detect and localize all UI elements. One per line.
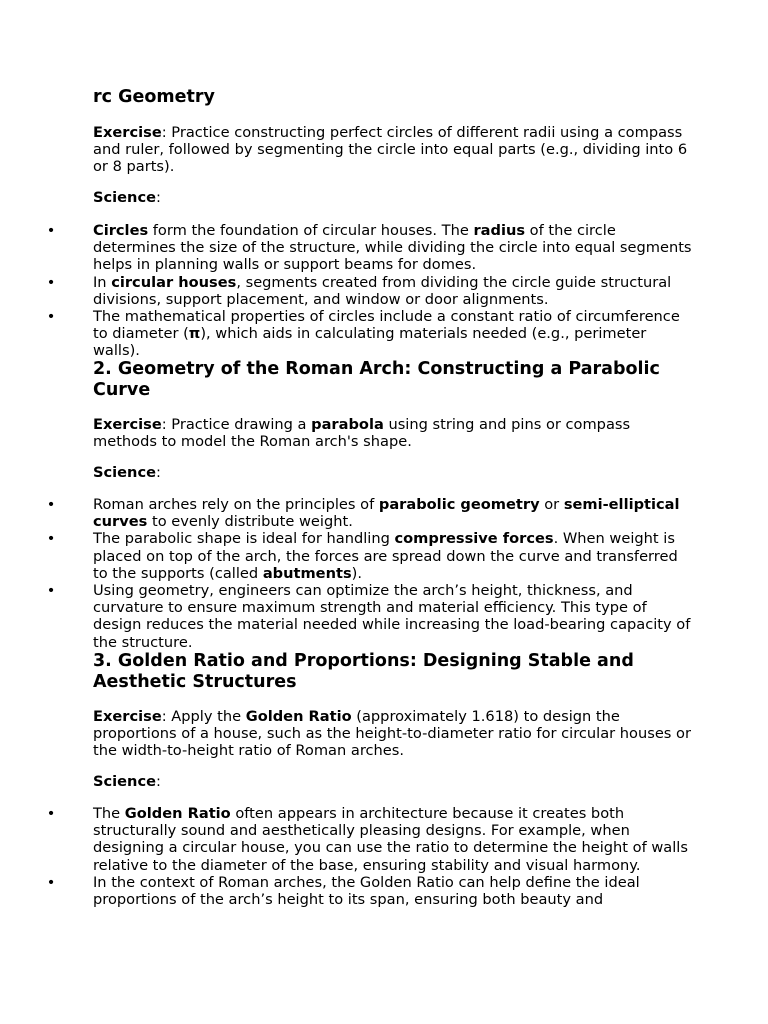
science-label: Science (93, 464, 156, 481)
bullet-item (46, 222, 693, 274)
exercise-text: : Practice constructing perfect circles of different radii using a compass and ruler, followed by segmenting the circle into equal parts (e.g., dividing into 6 or 8 parts). (93, 124, 688, 176)
science-colon: : (156, 773, 161, 790)
bullet-icon: • (46, 222, 56, 239)
exercise-label: Exercise (93, 124, 162, 141)
section-heading: 2. Geometry of the Roman Arch: Constructing a Parabolic Curve (93, 359, 660, 400)
text-run: , segments created from dividing the circle guide structural divisions, support placement, and window or door alignments. (93, 273, 672, 308)
section-heading: 3. Golden Ratio and Proportions: Designing Stable and Aesthetic Structures (93, 651, 634, 692)
science-colon: : (156, 189, 161, 206)
science-label: Science (93, 189, 156, 206)
text-run: . When weight is placed on top of the arch, the forces are spread down the curve and transferred to the supports (called (93, 530, 678, 582)
text-run: of the circle determines the size of the structure, while dividing the circle into equal segments helps in planning walls or support beams for domes. (93, 222, 692, 274)
text-run: form the foundation of circular houses. The (148, 222, 474, 239)
bullet-icon: • (46, 308, 56, 326)
text-run: ). (351, 564, 362, 582)
text-run: ), which aids in calculating materials needed (e.g., perimeter walls). (93, 325, 647, 360)
bold-term: parabola (311, 416, 384, 433)
bullet-item (46, 496, 693, 531)
exercise-text (93, 416, 630, 450)
bold-term: Circles (93, 222, 149, 239)
bold-term: radius (473, 222, 526, 239)
text-run: or (539, 496, 564, 513)
science-label: Science (93, 773, 156, 790)
science-bullet-list (46, 496, 693, 651)
exercise-text (93, 708, 691, 759)
science-colon: : (156, 464, 161, 481)
exercise-paragraph (93, 124, 693, 176)
science-label-line (93, 464, 693, 481)
bold-term: π (188, 325, 201, 343)
text-run: often appears in architecture because it creates both structurally sound and aesthetically pleasing designs. For example, when designing a circular house, you can use the ratio to determine the height of walls relative to the diameter of the base, ensuring stability and visual harmony. (93, 805, 688, 874)
text-run: The (93, 805, 125, 822)
bullet-item (46, 873, 693, 909)
bold-term: parabolic geometry (378, 496, 540, 513)
text-run: (approximately 1.618) to design the proportions of a house, such as the height-to-diameter ratio for circular houses or the width-to-height ratio of Roman arches. (93, 708, 691, 760)
exercise-paragraph (93, 708, 693, 760)
science-label-line (93, 189, 693, 206)
bullet-icon: • (46, 582, 56, 600)
bold-term: abutments (262, 564, 352, 582)
science-label-line (93, 773, 693, 790)
text-run: The parabolic shape is ideal for handling (93, 530, 395, 548)
text-run: Using geometry, engineers can optimize the arch’s height, thickness, and curvature to ensure maximum strength and material efficiency. This type of design reduces the material needed while increasing the load-bearing capacity of the structure. (93, 582, 691, 651)
bullet-item (46, 805, 693, 874)
bullet-icon: • (46, 805, 56, 822)
bold-term: compressive forces (394, 530, 554, 548)
bullet-icon: • (46, 496, 56, 513)
bullet-item (46, 273, 693, 308)
bold-term: semi-elliptical curves (93, 496, 680, 531)
bullet-icon: • (46, 273, 56, 291)
bullet-item (46, 308, 693, 360)
text-run: The mathematical properties of circles include a constant ratio of circumference to diameter ( (93, 308, 680, 343)
text-run: using string and pins or compass methods to model the Roman arch's shape. (93, 416, 631, 451)
bullet-icon: • (46, 873, 56, 891)
text-run: In the context of Roman arches, the Golden Ratio can help define the ideal proportions of the arch’s height to its span, ensuring both beauty and (93, 873, 640, 909)
bold-term: circular houses (111, 273, 237, 291)
exercise-paragraph (93, 416, 693, 450)
bold-term: Golden Ratio (245, 708, 352, 725)
text-run: In (93, 273, 112, 291)
text-run: : Practice drawing a (161, 416, 312, 433)
bold-term: Golden Ratio (124, 805, 231, 822)
science-bullet-list (46, 222, 693, 360)
bullet-item (46, 582, 693, 651)
text-run: Roman arches rely on the principles of (93, 496, 379, 513)
text-run: to evenly distribute weight. (147, 513, 353, 531)
exercise-label: Exercise (93, 416, 162, 433)
exercise-label: Exercise (93, 708, 162, 725)
bullet-icon: • (46, 530, 56, 548)
science-bullet-list (46, 805, 693, 909)
section-heading: rc Geometry (93, 87, 215, 107)
bullet-item (46, 530, 693, 582)
text-run: : Apply the (161, 708, 246, 725)
